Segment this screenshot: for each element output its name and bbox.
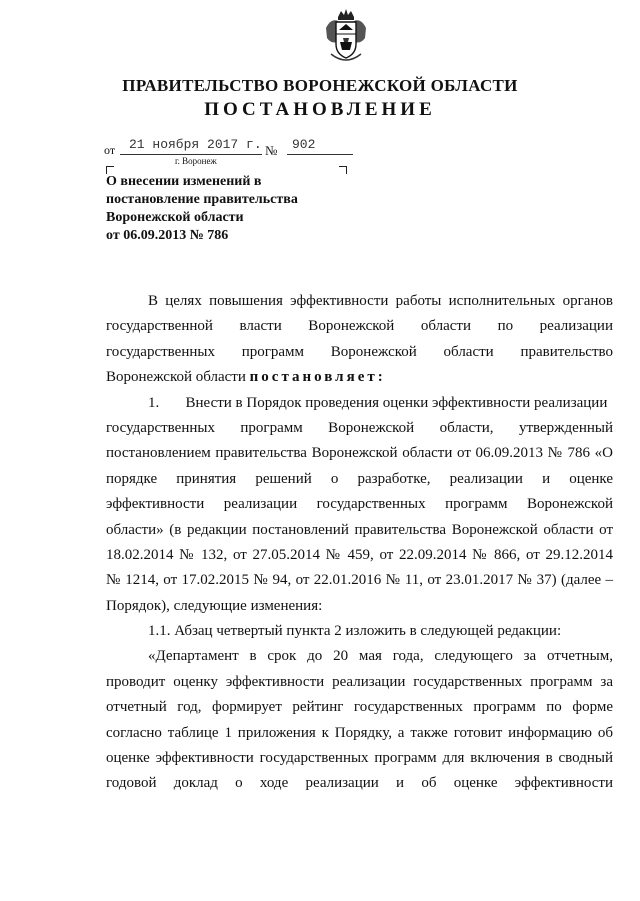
- body-line: государственных программ Воронежской области, утвержденный: [106, 419, 613, 436]
- body-line: постановлением правительства Воронежской области от 06.09.2013 № 786 «О: [106, 445, 613, 462]
- date-number-line: [104, 137, 364, 159]
- date-from-label: от: [104, 143, 116, 157]
- body-line: 1.1. Абзац четвертый пункта 2 изложить в следующей редакции:: [148, 623, 562, 640]
- number-label: №: [265, 143, 278, 158]
- body-line: государственных программ Воронежской области правительство: [106, 343, 613, 360]
- body-line: государственной власти Воронежской области по реализации: [106, 318, 613, 335]
- subject-line: Воронежской области: [106, 210, 244, 225]
- body-line: оценке эффективности государственных программ для включения в сводный: [106, 750, 613, 767]
- body-line: порядке принятия решений о разработке, реализации и оценке: [106, 470, 613, 487]
- subject-line: О внесении изменений в: [106, 174, 262, 189]
- number-underline: [287, 154, 353, 155]
- body-line: эффективности реализации государственных программ Воронежской: [106, 496, 613, 513]
- subject-heading: [106, 173, 346, 245]
- body-line: Порядок), следующие изменения:: [106, 597, 323, 614]
- city-label: г. Воронеж: [175, 156, 217, 166]
- document-number: 902: [292, 137, 316, 152]
- body-line: № 1214, от 17.02.2015 № 94, от 22.01.2016 № 11, от 23.01.2017 № 37) (далее –: [106, 572, 613, 589]
- body-line: «Департамент в срок до 20 мая года, следующего за отчетным,: [148, 648, 613, 665]
- body-line: 18.02.2014 № 132, от 27.05.2014 № 459, от 22.09.2014 № 866, от 29.12.2014: [106, 546, 613, 563]
- body-line: отчетный год, формирует рейтинг государственных программ по форме: [106, 699, 613, 716]
- date-underline: [120, 154, 262, 155]
- document-body: [106, 289, 613, 797]
- coat-of-arms-icon: [323, 8, 369, 64]
- body-line: В целях повышения эффективности работы исполнительных органов: [148, 293, 613, 309]
- subject-line: от 06.09.2013 № 786: [106, 228, 229, 243]
- body-line: области» (в редакции постановлений правительства Воронежской области от: [106, 521, 613, 538]
- resolves-word: постановляет:: [249, 369, 386, 386]
- body-line: 1. Внести в Порядок проведения оценки эффективности реализации: [148, 394, 608, 411]
- government-title: ПРАВИТЕЛЬСТВО ВОРОНЕЖСКОЙ ОБЛАСТИ: [122, 76, 518, 95]
- body-line: годовой доклад о ходе реализации и об оценке эффективности: [106, 775, 613, 792]
- body-line: [106, 365, 613, 390]
- subject-line: постановление правительства: [106, 192, 298, 207]
- body-text: Воронежской области: [106, 369, 250, 386]
- body-line: проводит оценку эффективности реализации государственных программ за: [106, 673, 613, 690]
- body-line: согласно таблице 1 приложения к Порядку, а также готовит информацию об: [106, 724, 613, 741]
- document-date: 21 ноября 2017 г.: [129, 137, 262, 152]
- document-type: ПОСТАНОВЛЕНИЕ: [204, 99, 436, 120]
